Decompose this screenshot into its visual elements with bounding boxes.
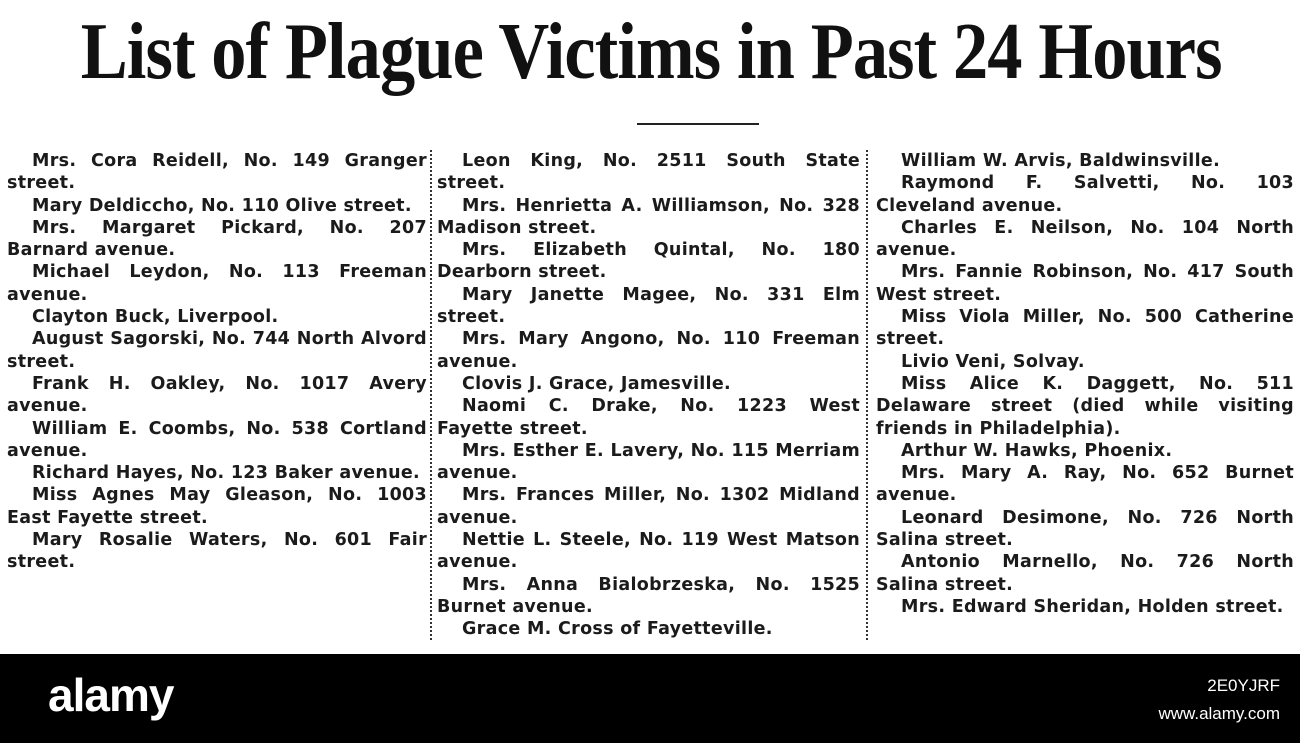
victim-entry: Livio Veni, Solvay. bbox=[901, 351, 1085, 372]
victim-entry: Charles E. Neilson, No. 104 North avenue. bbox=[876, 217, 1294, 261]
victim-entry: Mrs. Edward Sheridan, Holden street. bbox=[901, 596, 1284, 617]
victim-entry: Antonio Marnello, No. 726 North Salina street. bbox=[876, 552, 1294, 595]
stock-watermark-bar bbox=[0, 654, 1300, 743]
victim-entry: Arthur W. Hawks, Phoenix. bbox=[901, 440, 1173, 461]
stock-logo: alamy bbox=[48, 669, 174, 721]
victim-entry: Mrs. Mary A. Ray, No. 652 Burnet avenue. bbox=[876, 463, 1294, 506]
victim-entry: Mary Janette Magee, No. 331 Elm street. bbox=[437, 284, 860, 328]
victim-entry: Michael Leydon, No. 113 Freeman avenue. bbox=[7, 262, 427, 305]
victim-entry: Mrs. Cora Reidell, No. 149 Granger street. bbox=[7, 151, 427, 194]
victim-entry: Grace M. Cross of Fayetteville. bbox=[462, 619, 773, 640]
victim-entry: Mrs. Henrietta A. Williamson, No. 328 Madison street. bbox=[437, 195, 860, 238]
stock-image-id: 2E0YJRF bbox=[1207, 676, 1280, 695]
victim-entry: Mrs. Anna Bialobrzeska, No. 1525 Burnet avenue. bbox=[437, 574, 860, 617]
victim-column-3 bbox=[876, 150, 1294, 650]
victim-column-1 bbox=[7, 150, 427, 650]
victim-entry: Frank H. Oakley, No. 1017 Avery avenue. bbox=[7, 373, 427, 417]
victim-entry: William W. Arvis, Baldwinsville. bbox=[901, 151, 1221, 171]
victim-entry: Mrs. Fannie Robinson, No. 417 South West street. bbox=[876, 262, 1294, 305]
column-rule-1 bbox=[430, 150, 433, 640]
victim-entry: Miss Alice K. Daggett, No. 511 Delaware street (died while visiting friends in Philadelphia). bbox=[876, 373, 1294, 439]
stock-url: www.alamy.com bbox=[1158, 704, 1280, 723]
column-rule-2 bbox=[866, 150, 869, 640]
victim-entry: Miss Agnes May Gleason, No. 1003 East Fayette street. bbox=[7, 485, 427, 528]
victim-entry: William E. Coombs, No. 538 Cortland avenue. bbox=[7, 418, 427, 461]
victim-entry: Mrs. Mary Angono, No. 110 Freeman avenue. bbox=[437, 329, 860, 372]
victim-entry: Mrs. Margaret Pickard, No. 207 Barnard avenue. bbox=[7, 217, 427, 261]
victim-entry: Clayton Buck, Liverpool. bbox=[32, 307, 279, 328]
victim-entry: Miss Viola Miller, No. 500 Catherine street. bbox=[876, 307, 1294, 350]
victim-entry: Mrs. Elizabeth Quintal, No. 180 Dearborn street. bbox=[437, 240, 860, 283]
victim-entry: Clovis J. Grace, Jamesville. bbox=[462, 373, 731, 394]
victim-entry: August Sagorski, No. 744 North Alvord street. bbox=[7, 329, 427, 372]
victim-entry: Mrs. Frances Miller, No. 1302 Midland avenue. bbox=[437, 485, 860, 528]
victim-entry: Naomi C. Drake, No. 1223 West Fayette street. bbox=[437, 396, 860, 439]
victim-entry: Mary Deldiccho, No. 110 Olive street. bbox=[32, 195, 412, 216]
headline: List of Plague Victims in Past 24 Hours bbox=[80, 8, 1222, 96]
victim-entry: Leonard Desimone, No. 726 North Salina street. bbox=[876, 507, 1294, 551]
victim-entry: Mary Rosalie Waters, No. 601 Fair street. bbox=[7, 530, 427, 573]
victim-entry: Nettie L. Steele, No. 119 West Matson avenue. bbox=[437, 530, 860, 573]
headline-rule bbox=[637, 123, 759, 125]
victim-entry: Mrs. Esther E. Lavery, No. 115 Merriam avenue. bbox=[437, 440, 860, 484]
victim-entry: Richard Hayes, No. 123 Baker avenue. bbox=[32, 463, 420, 484]
victim-column-2 bbox=[437, 150, 860, 650]
victim-entry: Raymond F. Salvetti, No. 103 Cleveland avenue. bbox=[876, 173, 1294, 216]
victim-entry: Leon King, No. 2511 South State street. bbox=[437, 151, 860, 194]
